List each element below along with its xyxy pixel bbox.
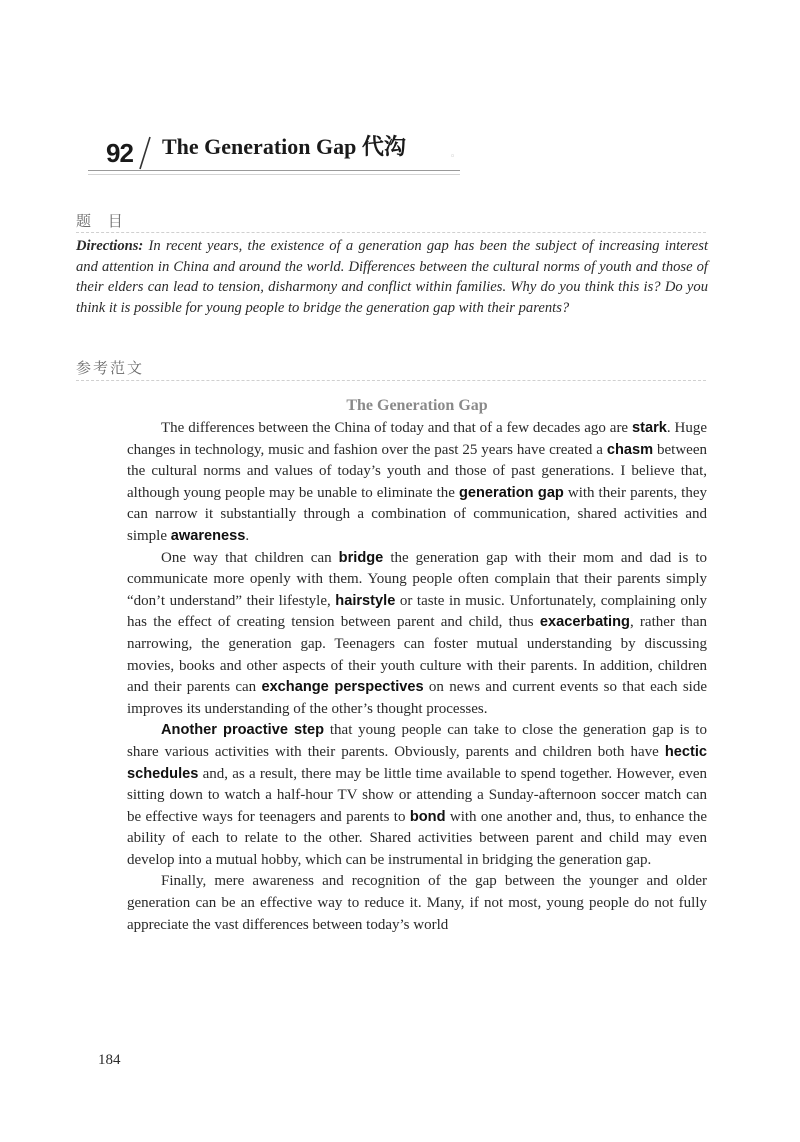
paragraph-text: .	[245, 527, 250, 544]
paragraph-text: . Huge changes in technology, music and fashion over the past 25 years have created a	[127, 420, 707, 458]
paragraph-text: with one another and, thus, to enhance the ability of each to relate to the other. Shared activities between parent and child may even develop into a mutual hobby, which can be instrumental in bridging the generation gap.	[127, 808, 708, 868]
chapter-title: The Generation Gap 代沟	[162, 134, 406, 159]
paragraph-text: or taste in music. Unfortunately, complaining only has the effect of creating tension between parent and child, thus	[127, 592, 707, 631]
title-underline-shadow	[88, 174, 460, 175]
essay-paragraph-3	[127, 720, 707, 871]
keyword: awareness	[170, 527, 246, 544]
directions-text: In recent years, the existence of a generation gap has been the subject of increasing interest and attention in China and around the world. Differences between the cultural norms of youth and those of their elders can lead to tension, disharmony and conflict within families. Why do you think this is? Do you think it is possible for young people to bridge the generation gap with their parents?	[76, 238, 708, 316]
keyword: stark	[631, 420, 667, 436]
paragraph-text: with their parents, they can narrow it substantially through a combination of communication, shared activities and simple	[127, 484, 707, 544]
title-underline	[88, 170, 460, 171]
paragraph-text: , rather than narrowing, the generation gap. Teenagers can foster mutual understanding by discussing movies, books and other aspects of their youth culture with their parents. In addition, children and their parents can	[127, 614, 707, 696]
sample-essay-section-label: 参考范文	[76, 359, 145, 377]
section-divider	[76, 380, 706, 381]
keyword: Another proactive step	[161, 722, 325, 739]
keyword: generation gap	[458, 484, 564, 501]
paragraph-text: the generation gap with their mom and dad is to communicate more openly with them. Young people often complain that their parents simply “don’t understand” their lifestyle,	[127, 549, 707, 609]
slash-mark-icon	[138, 136, 152, 170]
essay-body	[127, 418, 707, 936]
keyword: bond	[409, 808, 446, 825]
topic-section-label: 题 目	[76, 212, 129, 230]
section-divider	[76, 232, 706, 233]
keyword: bridge	[338, 549, 384, 566]
keyword: exchange perspectives	[261, 679, 424, 696]
directions-label: Directions:	[76, 238, 144, 254]
keyword: exacerbating	[539, 614, 630, 631]
essay-paragraph-4	[127, 871, 707, 936]
directions-block	[76, 236, 708, 318]
essay-paragraph-1	[127, 418, 707, 548]
essay-paragraph-2	[127, 548, 707, 721]
paragraph-text: and, as a result, there may be little time available to spend together. However, even sitting down to watch a half-hour TV show or attending a Sunday-afternoon soccer match can be effective ways for teenagers and parents to	[127, 765, 707, 825]
paragraph-text: between the cultural norms and values of today’s youth and those of past generations. I believe that, although young people may be unable to eliminate the	[127, 441, 707, 501]
keyword: hairstyle	[335, 592, 396, 609]
paragraph-text: on news and current events so that each side improves its understanding of the other’s thought processes.	[127, 679, 708, 717]
paragraph-text: Finally, mere awareness and recognition of the gap between the younger and older generation can be an effective way to reduce it. Many, if not most, young people do not fully appreciate the vast differences between today’s world	[127, 873, 707, 933]
decorative-mark-icon: ◦	[450, 152, 456, 162]
keyword: chasm	[606, 441, 654, 458]
paragraph-text: that young people can take to close the generation gap is to share various activities with their parents. Obviously, parents and children both have	[127, 722, 707, 760]
page-number: 184	[98, 1052, 121, 1068]
essay-title: The Generation Gap	[346, 397, 488, 414]
paragraph-text: The differences between the China of today and that of a few decades ago are	[161, 420, 632, 436]
paragraph-text: One way that children can	[161, 549, 339, 566]
chapter-number: 92	[106, 138, 133, 168]
keyword: hectic schedules	[127, 743, 707, 782]
chapter-header	[100, 128, 480, 176]
